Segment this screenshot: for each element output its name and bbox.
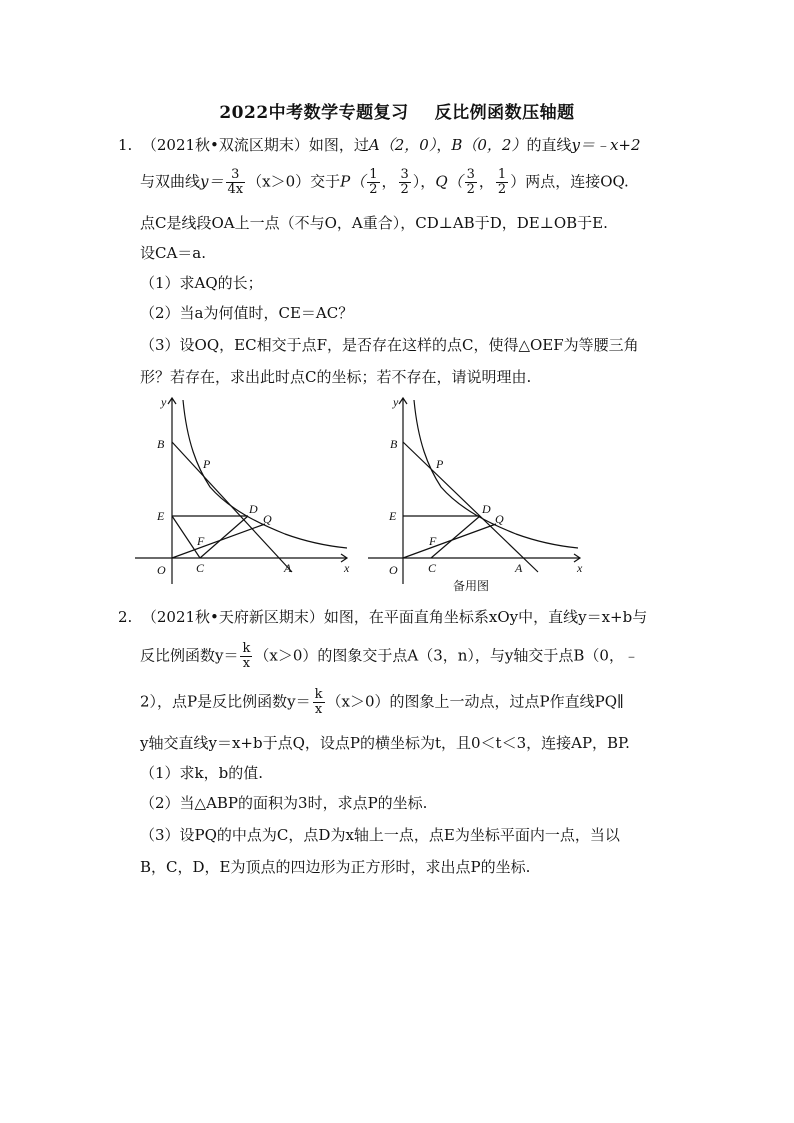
frac-num: 1 [369,167,378,182]
label-y: y [161,395,167,409]
label-c: C [428,561,437,575]
label-f: F [429,534,437,548]
frac-num: k [314,687,323,702]
label-p: P [203,457,211,471]
q2-line-2 [140,642,639,671]
q2-source: （2021秋•天府新区期末） [141,608,324,626]
q1-point-q: Q（ [435,172,463,191]
segment-oq [172,524,265,558]
frac [367,168,379,197]
frac-den: 4x [227,182,244,197]
label-q: Q [263,512,272,526]
q2-text: 反比例函数y＝ [140,646,239,665]
segment-cd [431,516,480,558]
frac-num: 3 [466,167,475,182]
label-e: E [157,509,165,523]
page-title [0,98,794,123]
q1-sub-3b: 形？若存在，求出此时点C的坐标；若不存在，请说明理由. [140,368,532,386]
q1-text: ）， [412,172,436,191]
q2-text: 2），点P是反比例函数y＝ [140,692,311,711]
title-right: 反比例函数压轴题 [434,103,575,123]
q1-line-1 [118,134,641,156]
q2-line-1 [118,606,647,628]
frac [399,168,411,197]
q1-point-b: B（0，2） [451,136,527,154]
label-o: O [389,563,398,577]
label-a: A [515,561,523,575]
q1-text: 与双曲线 [140,172,201,191]
q2-sub-1: （1）求k，b的值. [140,764,264,782]
label-d: D [249,502,258,516]
label-c: C [196,561,205,575]
frac-den: 2 [369,182,378,197]
label-x: x [344,561,350,575]
frac-num: k [242,641,251,656]
q2-k-fraction [240,642,252,671]
frac-num: 3 [400,167,409,182]
line-ab [403,442,538,572]
q1-text: 如图，过 [308,136,369,154]
frac-num: 3 [226,168,246,183]
q1-figure-backup [368,392,593,597]
q1-hyperbola-y: y＝ [200,172,224,191]
segment-ec [172,516,200,558]
label-d: D [482,502,491,516]
q1-figure-main [135,392,360,584]
q2-sub-3b: B，C，D，E为顶点的四边形为正方形时，求出点P的坐标. [140,858,531,876]
frac [496,168,508,197]
q2-number: 2. [118,608,133,626]
q1-text: ）两点，连接OQ. [510,172,629,191]
label-a: A [284,561,292,575]
label-q: Q [495,512,504,526]
q2-text: 如图，在平面直角坐标系xOy中，直线y＝x+b与 [323,608,648,626]
q1-line-3: 点C是线段OA上一点（不与O，A重合），CD⊥AB于D，DE⊥OB于E. [140,214,608,232]
frac-den: 2 [497,182,507,197]
q1-text: （x＞0）交于 [247,172,341,191]
frac-den: 2 [466,182,475,197]
q1-point-p: P（ [340,172,366,191]
q2-sub-3a: （3）设PQ的中点为C，点D为x轴上一点，点E为坐标平面内一点，当以 [140,826,620,844]
label-e: E [389,509,397,523]
q1-number: 1. [118,136,133,154]
q2-line-3 [140,688,624,717]
line-ab [172,442,292,572]
q2-k-fraction [313,688,325,717]
frac-den: 2 [400,182,409,197]
q2-line-4: y轴交直线y＝x+b于点Q，设点P的横坐标为t，且0＜t＜3，连接AP，BP. [140,734,630,752]
q1-source: （2021秋•双流区期末） [141,136,309,154]
label-b: B [157,437,165,451]
frac-den: x [314,702,323,717]
q1-line-equation: y＝﹣x+2 [571,136,641,154]
title-left: 2022中考数学专题复习 [219,103,409,123]
q1-text: 的直线 [526,136,572,154]
q1-line-2: 与双曲线y＝ $\frac{3}{4x}$ （x＞0）交于P（ $\frac{1}{2}$ ， $\frac{3}{2}$ ），Q（ $\frac{3}{2}$ ， $\frac{1}{2}$ ）两点，连接OQ. [140,167,629,197]
q1-sub-1: （1）求AQ的长； [140,274,263,292]
segment-cd [200,516,248,558]
backup-caption: 备用图 [453,579,490,593]
q2-text: （x＞0）的图象交于点A（3，n），与y轴交于点B（0，﹣ [254,646,639,665]
label-o: O [157,563,166,577]
label-f: F [197,534,205,548]
segment-oq [403,524,496,558]
label-y: y [393,395,399,409]
label-b: B [390,437,398,451]
frac-num: 1 [497,167,507,182]
q1-hyperbola-fraction [226,168,246,197]
frac-den: x [242,656,251,671]
frac [465,168,477,197]
q1-text: ， [436,136,452,154]
q1-point-a: A（2，0） [368,136,437,154]
label-x: x [577,561,583,575]
q1-sub-3a: （3）设OQ，EC相交于点F，是否存在这样的点C，使得△OEF为等腰三角 [140,336,639,354]
q1-line-4: 设CA＝a. [140,244,207,262]
q2-text: （x＞0）的图象上一动点，过点P作直线PQ∥ [326,692,624,711]
q1-sub-2: （2）当a为何值时，CE＝AC？ [140,304,354,322]
q2-sub-2: （2）当△ABP的面积为3时，求点P的坐标. [140,794,428,812]
label-p: P [436,457,444,471]
